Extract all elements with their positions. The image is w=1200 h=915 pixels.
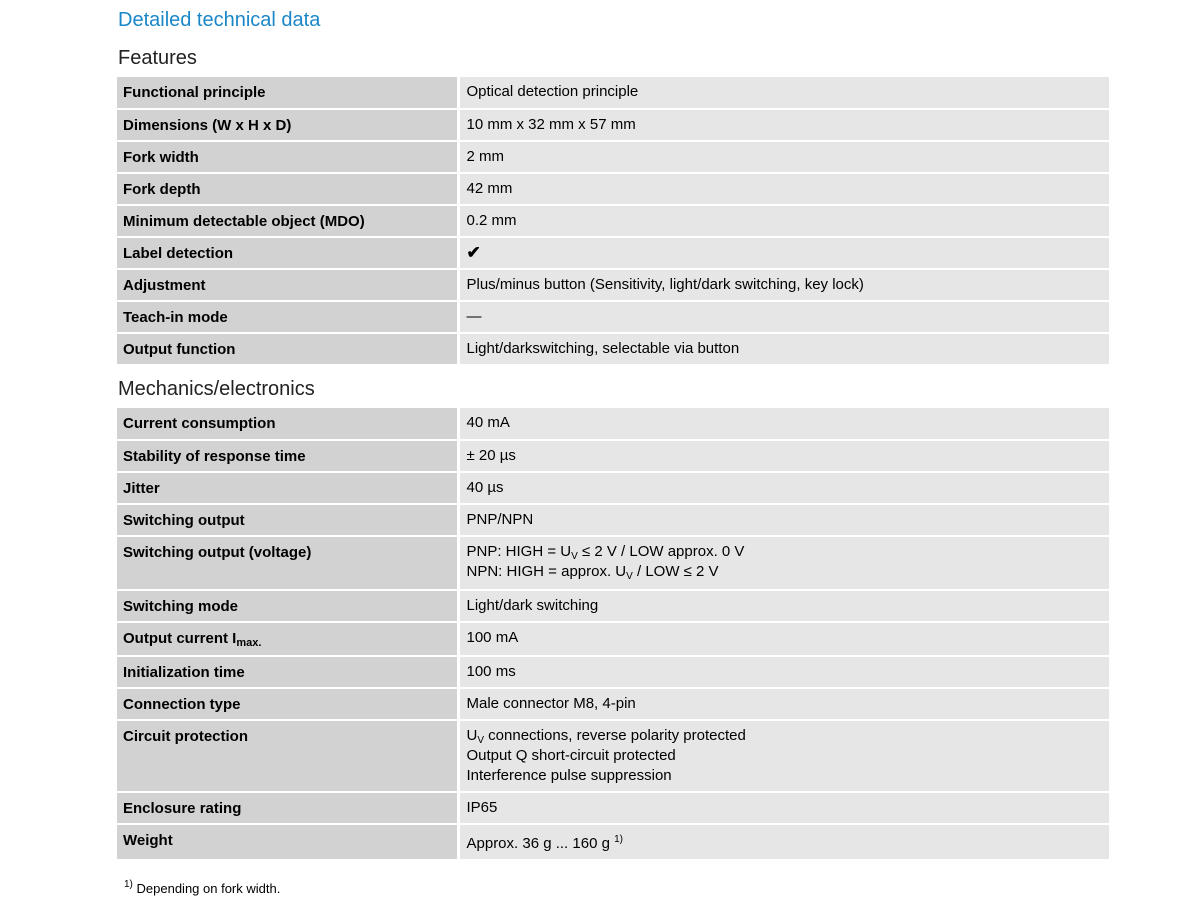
table-row [117, 504, 1109, 536]
row-value [458, 536, 1109, 590]
table-row [117, 472, 1109, 504]
value-text: connections, reverse polarity protected [484, 727, 746, 744]
table-row [117, 333, 1109, 365]
mechanics-table [117, 408, 1109, 861]
row-value: ± 20 µs [458, 440, 1109, 472]
row-label: Adjustment [117, 269, 458, 301]
value-text: / LOW ≤ 2 V [632, 563, 719, 580]
subscript: max. [236, 637, 262, 649]
footnote [124, 881, 280, 896]
row-value [458, 720, 1109, 792]
table-row [117, 440, 1109, 472]
row-value: 42 mm [458, 173, 1109, 205]
table-row [117, 205, 1109, 237]
table-row [117, 590, 1109, 622]
row-label: Circuit protection [117, 720, 458, 792]
row-label: Dimensions (W x H x D) [117, 109, 458, 141]
footnote-text: Depending on fork width. [132, 881, 281, 896]
row-value: PNP/NPN [458, 504, 1109, 536]
value-text: NPN: HIGH = approx. U [466, 563, 627, 580]
value-line [467, 726, 1104, 746]
features-table [117, 77, 1109, 366]
label-text: Output current I [123, 630, 237, 647]
section-title-features: Features [118, 47, 197, 69]
row-value: Plus/minus button (Sensitivity, light/dark switching, key lock) [458, 269, 1109, 301]
value-line: Output Q short-circuit protected [466, 747, 676, 764]
footnote-ref: 1) [614, 834, 624, 845]
table-row [117, 173, 1109, 205]
row-value: Light/darkswitching, selectable via button [458, 333, 1109, 365]
row-value: 100 mA [458, 622, 1109, 656]
table-row [117, 109, 1109, 141]
value-line [467, 562, 1104, 582]
row-label: Enclosure rating [117, 792, 458, 824]
row-value: Optical detection principle [458, 77, 1109, 109]
value-text: Approx. 36 g ... 160 g [466, 835, 615, 852]
table-row [117, 141, 1109, 173]
row-label: Fork depth [117, 173, 458, 205]
row-label [117, 622, 458, 656]
table-row [117, 269, 1109, 301]
row-value: — [458, 301, 1109, 333]
row-label: Initialization time [117, 656, 458, 688]
table-row [117, 792, 1109, 824]
row-label: Connection type [117, 688, 458, 720]
table-row [117, 536, 1109, 590]
table-row [117, 622, 1109, 656]
table-row [117, 408, 1109, 440]
row-value: Male connector M8, 4-pin [458, 688, 1109, 720]
row-value: 2 mm [458, 141, 1109, 173]
row-label: Current consumption [117, 408, 458, 440]
checkmark-icon: ✔ [466, 243, 481, 262]
table-row [117, 301, 1109, 333]
table-row [117, 656, 1109, 688]
subscript: V [477, 735, 485, 746]
row-label: Functional principle [117, 77, 458, 109]
value-line: Interference pulse suppression [466, 767, 672, 784]
row-value: 40 mA [458, 408, 1109, 440]
row-label: Switching mode [117, 590, 458, 622]
value-line [467, 542, 1104, 562]
subscript: V [571, 551, 578, 562]
row-value: 100 ms [458, 656, 1109, 688]
section-title-mechanics: Mechanics/electronics [118, 378, 315, 400]
table-row [117, 824, 1109, 860]
table-row [117, 237, 1109, 269]
row-label: Teach-in mode [117, 301, 458, 333]
row-label: Stability of response time [117, 440, 458, 472]
row-label: Switching output (voltage) [117, 536, 458, 590]
row-value [458, 824, 1109, 860]
table-row [117, 720, 1109, 792]
row-label: Switching output [117, 504, 458, 536]
row-label: Minimum detectable object (MDO) [117, 205, 458, 237]
footnote-marker: 1) [124, 879, 133, 890]
row-value [458, 237, 1109, 269]
table-row [117, 77, 1109, 109]
subscript: V [626, 571, 633, 582]
row-value: IP65 [458, 792, 1109, 824]
table-row [117, 688, 1109, 720]
row-value: Light/dark switching [458, 590, 1109, 622]
features-body [117, 77, 1109, 365]
row-label: Output function [117, 333, 458, 365]
value-text: U [466, 727, 478, 744]
value-text: PNP: HIGH = U [466, 543, 572, 560]
row-value: 40 µs [458, 472, 1109, 504]
row-label: Fork width [117, 141, 458, 173]
row-label: Label detection [117, 237, 458, 269]
value-text: ≤ 2 V / LOW approx. 0 V [577, 543, 745, 560]
row-label: Weight [117, 824, 458, 860]
mechanics-body [117, 408, 1109, 860]
row-label: Jitter [117, 472, 458, 504]
page-title: Detailed technical data [118, 9, 321, 31]
row-value: 10 mm x 32 mm x 57 mm [458, 109, 1109, 141]
row-value: 0.2 mm [458, 205, 1109, 237]
